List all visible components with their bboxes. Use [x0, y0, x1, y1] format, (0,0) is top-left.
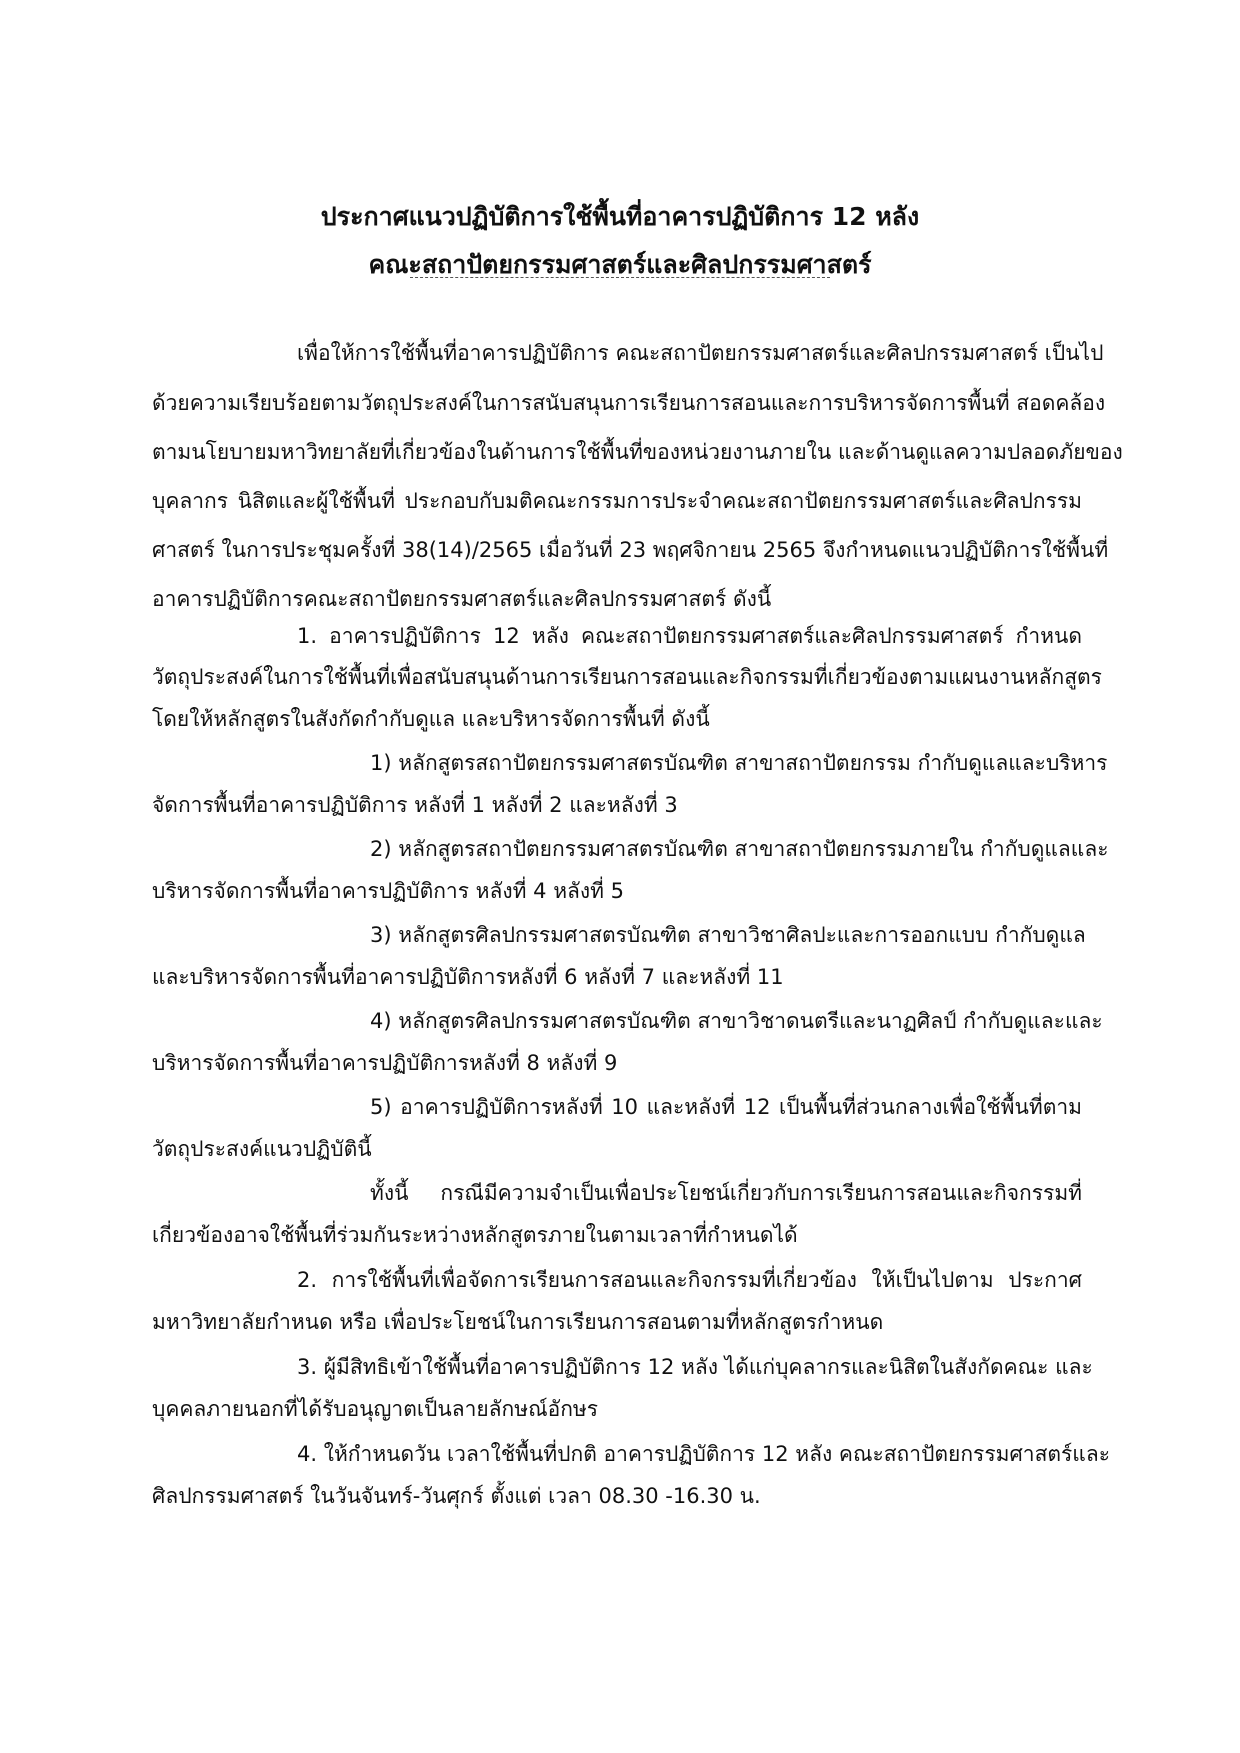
- item-1-line-3: โดยให้หลักสูตรในสังกัดกำกับดูแล และบริหารจัดการพื้นที่ ดังนี้: [152, 707, 710, 731]
- title-divider: [410, 277, 830, 278]
- intro-line-5: ศาสตร์ ในการประชุมครั้งที่ 38(14)/2565 เมื่อวันที่ 23 พฤศจิกายน 2565 จึงกำหนดแนวปฏิบัติการใช้พื้นที่: [152, 538, 1109, 562]
- item-4-line-1: 4. ให้กำหนดวัน เวลาใช้พื้นที่ปกติ อาคารปฏิบัติการ 12 หลัง คณะสถาปัตยกรรมศาสตร์และ: [297, 1442, 1110, 1466]
- intro-line-3: ตามนโยบายมหาวิทยาลัยที่เกี่ยวข้องในด้านการใช้พื้นที่ของหน่วยงานภายใน และด้านดูแลความปลอดภัยของ: [152, 440, 1123, 464]
- sub-item-5-line-1: 5) อาคารปฏิบัติการหลังที่ 10 และหลังที่ 12 เป็นพื้นที่ส่วนกลางเพื่อใช้พื้นที่ตาม: [370, 1095, 1082, 1119]
- sub-item-4-line-2: บริหารจัดการพื้นที่อาคารปฏิบัติการหลังที่ 8 หลังที่ 9: [152, 1051, 618, 1075]
- document-title-line-2: คณะสถาปัตยกรรมศาสตร์และศิลปกรรมศาสตร์: [368, 250, 872, 279]
- item-4-line-2: ศิลปกรรมศาสตร์ ในวันจันทร์-วันศุกร์ ตั้งแต่ เวลา 08.30 -16.30 น.: [152, 1484, 761, 1508]
- item-3-line-1: 3. ผู้มีสิทธิเข้าใช้พื้นที่อาคารปฏิบัติการ 12 หลัง ได้แก่บุคลากรและนิสิตในสังกัดคณะ และ: [297, 1355, 1093, 1379]
- item-3-line-2: บุคคลภายนอกที่ได้รับอนุญาตเป็นลายลักษณ์อักษร: [152, 1397, 599, 1421]
- sub-item-3-line-1: 3) หลักสูตรศิลปกรรมศาสตรบัณฑิต สาขาวิชาศิลปะและการออกแบบ กำกับดูแล: [370, 923, 1086, 947]
- sub-item-2-line-2: บริหารจัดการพื้นที่อาคารปฏิบัติการ หลังที่ 4 หลังที่ 5: [152, 879, 625, 903]
- item-1-line-1: 1. อาคารปฏิบัติการ 12 หลัง คณะสถาปัตยกรรมศาสตร์และศิลปกรรมศาสตร์ กำหนด: [297, 624, 1082, 648]
- intro-line-1: เพื่อให้การใช้พื้นที่อาคารปฏิบัติการ คณะสถาปัตยกรรมศาสตร์และศิลปกรรมศาสตร์ เป็นไป: [297, 341, 1104, 365]
- document-title-line-1: ประกาศแนวปฏิบัติการใช้พื้นที่อาคารปฏิบัติการ 12 หลัง: [320, 202, 920, 231]
- sub-item-2-line-1: 2) หลักสูตรสถาปัตยกรรมศาสตรบัณฑิต สาขาสถาปัตยกรรมภายใน กำกับดูแลและ: [370, 837, 1109, 861]
- sub-item-3-line-2: และบริหารจัดการพื้นที่อาคารปฏิบัติการหลังที่ 6 หลังที่ 7 และหลังที่ 11: [152, 965, 784, 989]
- item-1-line-2: วัตถุประสงค์ในการใช้พื้นที่เพื่อสนับสนุนด้านการเรียนการสอนและกิจกรรมที่เกี่ยวข้องตามแผนงานหลักสูตร: [152, 665, 1102, 689]
- note-line-1: ทั้งนี้ กรณีมีความจำเป็นเพื่อประโยชน์เกี่ยวกับการเรียนการสอนและกิจกรรมที่: [370, 1181, 1082, 1205]
- item-2-line-1: 2. การใช้พื้นที่เพื่อจัดการเรียนการสอนและกิจกรรมที่เกี่ยวข้อง ให้เป็นไปตาม ประกาศ: [297, 1268, 1082, 1292]
- sub-item-5-line-2: วัตถุประสงค์แนวปฏิบัตินี้: [152, 1137, 372, 1161]
- intro-line-4: บุคลากร นิสิตและผู้ใช้พื้นที่ ประกอบกับมติคณะกรรมการประจำคณะสถาปัตยกรรมศาสตร์และศิลปกรรม: [152, 489, 1082, 513]
- note-line-2: เกี่ยวข้องอาจใช้พื้นที่ร่วมกันระหว่างหลักสูตรภายในตามเวลาที่กำหนดได้: [152, 1223, 798, 1247]
- sub-item-1-line-2: จัดการพื้นที่อาคารปฏิบัติการ หลังที่ 1 หลังที่ 2 และหลังที่ 3: [152, 793, 678, 817]
- item-2-line-2: มหาวิทยาลัยกำหนด หรือ เพื่อประโยชน์ในการเรียนการสอนตามที่หลักสูตรกำหนด: [152, 1310, 884, 1334]
- sub-item-4-line-1: 4) หลักสูตรศิลปกรรมศาสตรบัณฑิต สาขาวิชาดนตรีและนาฏศิลป์ กำกับดูและและ: [370, 1009, 1103, 1033]
- intro-line-6: อาคารปฏิบัติการคณะสถาปัตยกรรมศาสตร์และศิลปกรรมศาสตร์ ดังนี้: [152, 587, 772, 611]
- intro-line-2: ด้วยความเรียบร้อยตามวัตถุประสงค์ในการสนับสนุนการเรียนการสอนและการบริหารจัดการพื้นที่ สอดคล้อง: [152, 391, 1106, 415]
- sub-item-1-line-1: 1) หลักสูตรสถาปัตยกรรมศาสตรบัณฑิต สาขาสถาปัตยกรรม กำกับดูแลและบริหาร: [370, 751, 1108, 775]
